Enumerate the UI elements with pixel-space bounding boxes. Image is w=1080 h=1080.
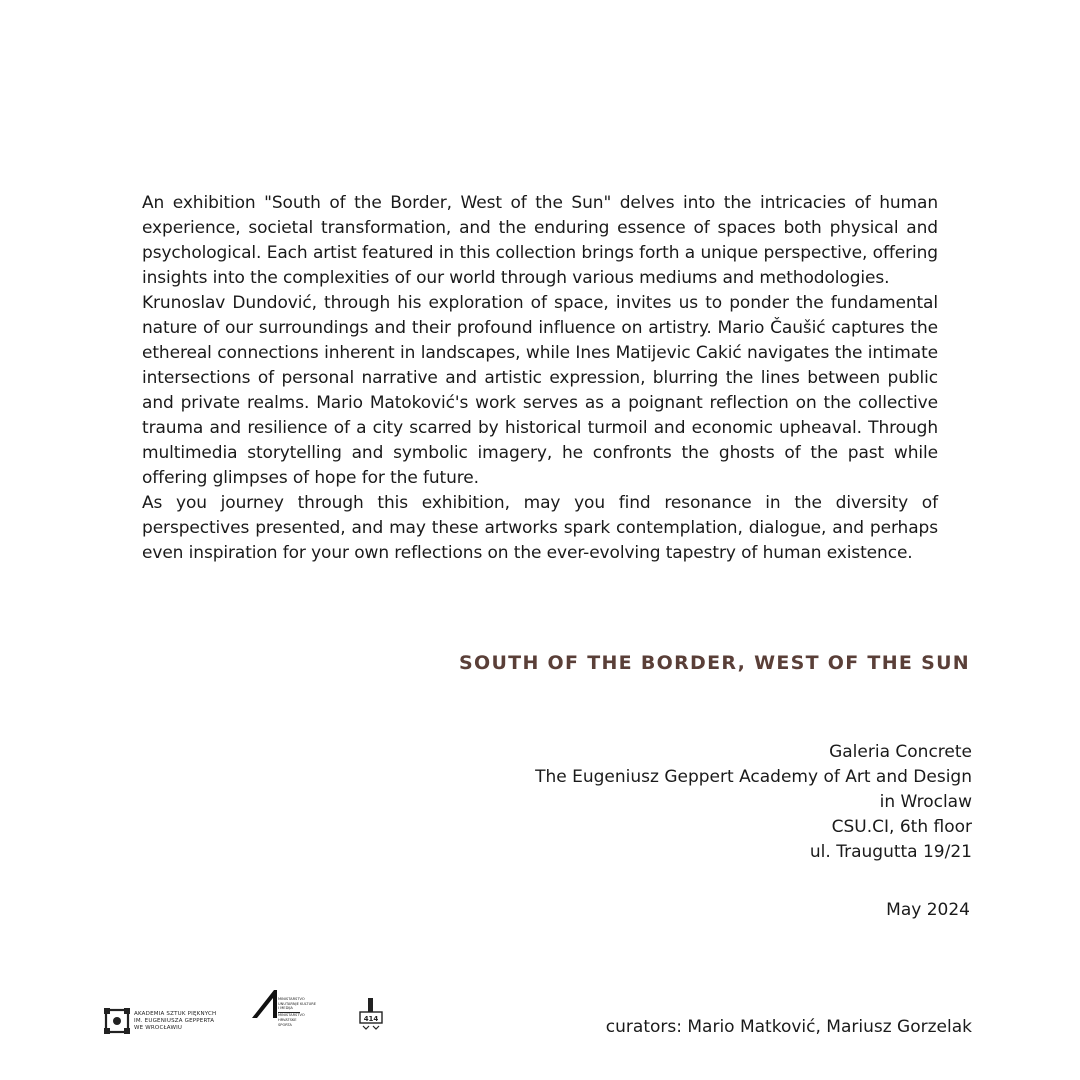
venue-address [535,740,972,865]
curators-credit: curators: Mario Matković, Mariusz Gorzelak [605,1017,972,1037]
intro-paragraph: As you journey through this exhibition, may you find resonance in the diversity of perspectives presented, and may these artworks spark contemplation, dialogue, and perhaps even inspiration for your own reflections on the ever-evolving tapestry of human existence. [142,493,938,563]
intro-paragraph: An exhibition "South of the Border, West of the Sun" delves into the intricacies of human experience, societal transformation, and the enduring essence of spaces both physical and psychological. Each artist featured in this collection brings forth a unique perspective, offering insights into the complexities of our world through various mediums and methodologies. [142,193,938,288]
academy-logo-text: AKADEMIA SZTUK PIĘKNYCH IM. EUGENIUSZA GEPPERTA WE WROCŁAWIU [134,1011,217,1031]
gallery-414-logo [354,998,388,1034]
ministry-logo-text: MINISTARSTVO UNUTARNJE KULTURE I MEDIJA MINISTARSTVO HRVATSKE SPORTA [278,997,316,1027]
academy-emblem-icon [104,1008,130,1034]
venue-line: CSU.CI, 6th floor [831,817,972,837]
exhibition-title: SOUTH OF THE BORDER, WEST OF THE SUN [459,652,970,674]
intro-text [142,191,938,566]
ministry-logo [250,988,330,1038]
sponsor-logos [104,988,404,1038]
exhibition-date: May 2024 [886,900,970,920]
logo-number-text: 414 [363,1015,379,1023]
academy-logo [104,1008,224,1036]
venue-line: in Wroclaw [879,792,972,812]
venue-line: Galeria Concrete [829,742,972,762]
venue-line: ul. Traugutta 19/21 [809,842,972,862]
ministry-emblem-icon [250,988,280,1022]
tower-emblem-icon [354,998,388,1034]
venue-line: The Eugeniusz Geppert Academy of Art and Design [535,767,972,787]
intro-paragraph: Krunoslav Dundović, through his exploration of space, invites us to ponder the fundamental nature of our surroundings and their profound influence on artistry. Mario Čaušić captures the ethereal connections inherent in landscapes, while Ines Matijevic Cakić navigates the intimate intersections of personal narrative and artistic expression, blurring the lines between public and private realms. Mario Matoković's work serves as a poignant reflection on the collective trauma and resilience of a city scarred by historical turmoil and economic upheaval. Through multimedia storytelling and symbolic imagery, he confronts the ghosts of the past while offering glimpses of hope for the future. [142,293,938,488]
